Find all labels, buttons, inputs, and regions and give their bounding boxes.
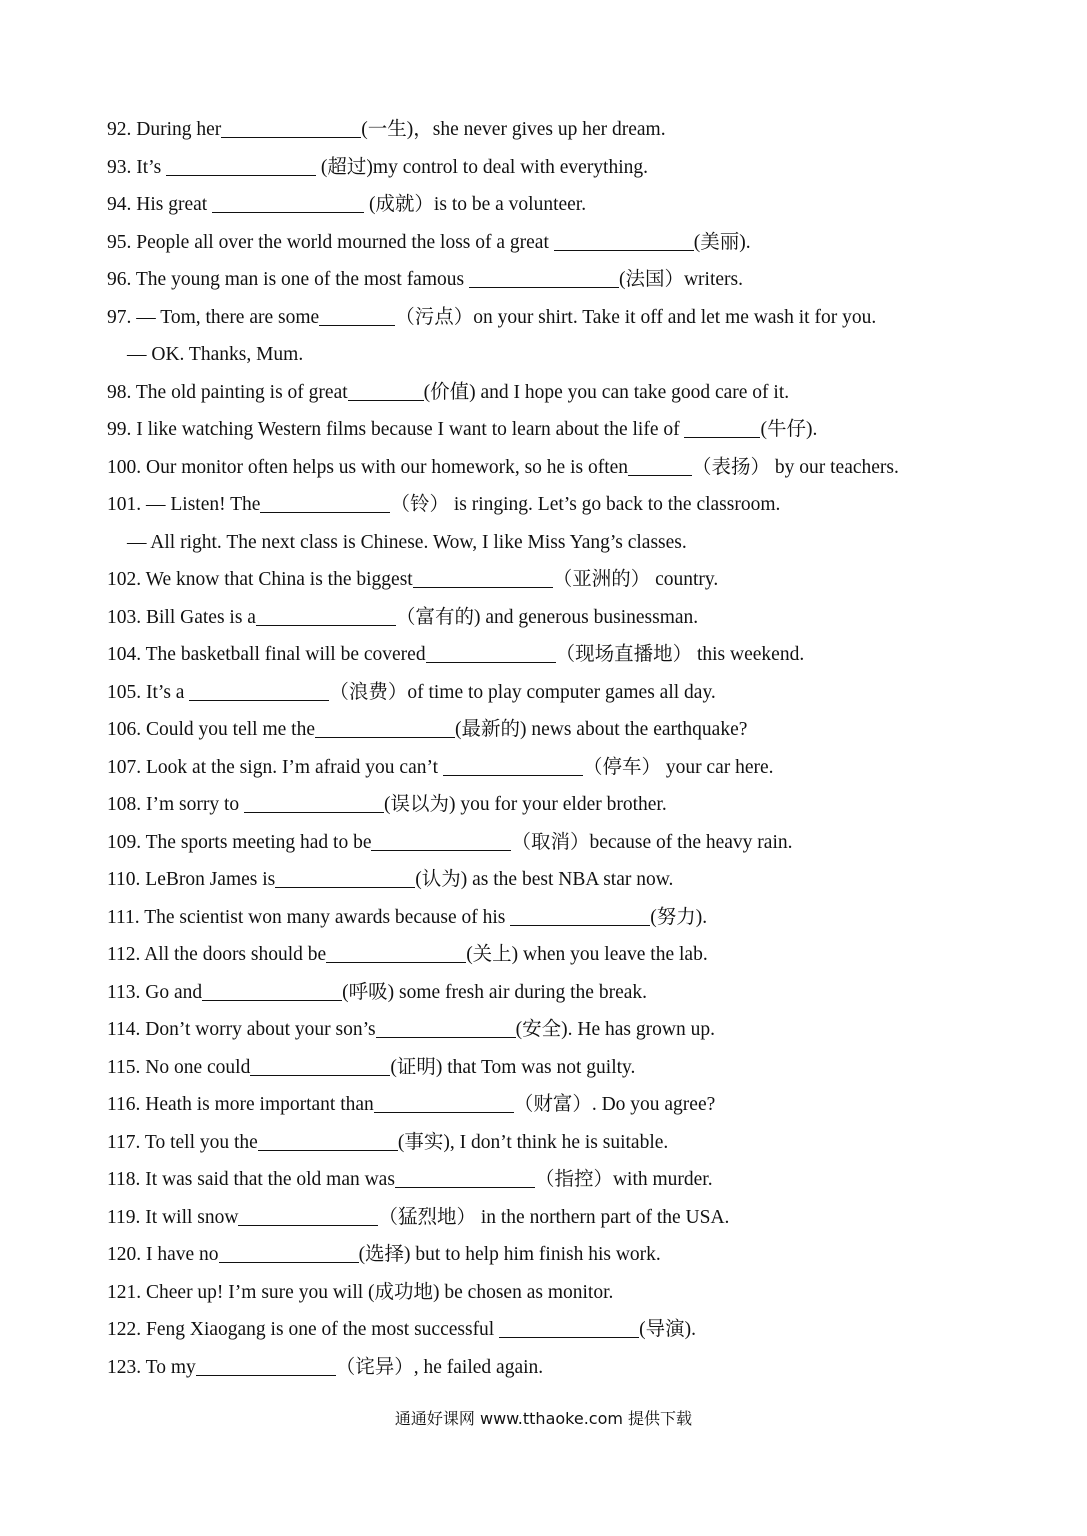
- question-text: 101. — Listen! The: [107, 494, 261, 515]
- answer-blank[interactable]: [374, 1092, 514, 1113]
- question-text: （铃） is ringing. Let’s go back to the classroom.: [390, 494, 781, 515]
- question-text: (努力).: [650, 906, 708, 928]
- question-text: (价值) and I hope you can take good care of it.: [423, 381, 790, 403]
- question-text: 99. I like watching Western films because I want to learn about the life of: [107, 419, 685, 440]
- question-text: (成就）is to be a volunteer.: [364, 194, 587, 215]
- question-text: 111. The scientist won many awards because of his: [107, 906, 511, 928]
- question-line: [107, 749, 1047, 787]
- answer-blank[interactable]: [189, 680, 329, 701]
- question-line: [107, 411, 1047, 449]
- question-text: （表扬） by our teachers.: [692, 456, 899, 478]
- question-text: 116. Heath is more important than: [107, 1094, 374, 1115]
- question-text: (呼吸) some fresh air during the break.: [342, 981, 647, 1003]
- question-text: 122. Feng Xiaogang is one of the most successful: [107, 1319, 500, 1340]
- question-text: (事实), I don’t think he is suitable.: [397, 1131, 669, 1153]
- answer-blank[interactable]: [510, 905, 650, 926]
- question-text: (美丽).: [693, 231, 751, 253]
- question-line: [107, 1274, 1047, 1312]
- answer-blank[interactable]: [684, 417, 760, 438]
- question-line: [107, 1349, 1047, 1387]
- question-text: (导演).: [639, 1319, 696, 1340]
- question-text: 118. It was said that the old man was: [107, 1169, 395, 1190]
- question-line: [107, 561, 1047, 599]
- answer-blank[interactable]: [628, 455, 692, 476]
- question-line: [107, 1011, 1047, 1049]
- answer-blank[interactable]: [371, 830, 511, 851]
- question-text: （指控）with murder.: [534, 1169, 713, 1190]
- question-text: 103. Bill Gates is a: [107, 606, 256, 628]
- question-text: 98. The old painting is of great: [107, 381, 348, 403]
- question-line: [107, 824, 1047, 862]
- question-text: (选择) but to help him finish his work.: [358, 1244, 661, 1265]
- question-text: （现场直播地） this weekend.: [555, 644, 805, 665]
- question-text: 112. All the doors should be: [107, 944, 327, 965]
- question-text: — All right. The next class is Chinese. Wow, I like Miss Yang’s classes.: [127, 531, 687, 553]
- question-text: 96. The young man is one of the most famous: [107, 269, 469, 290]
- question-line: [107, 449, 1047, 487]
- question-text: 100. Our monitor often helps us with our homework, so he is often: [107, 456, 629, 478]
- question-text: 102. We know that China is the biggest: [107, 569, 413, 590]
- question-text: — OK. Thanks, Mum.: [127, 344, 304, 365]
- question-text: （猛烈地） in the northern part of the USA.: [378, 1206, 730, 1228]
- question-text: （污点）on your shirt. Take it off and let me wash it for you.: [395, 306, 877, 328]
- question-text: 121. Cheer up! I’m sure you will (成功地) be chosen as monitor.: [107, 1281, 614, 1303]
- question-text: 113. Go and: [107, 981, 203, 1003]
- question-text: (安全). He has grown up.: [515, 1019, 715, 1040]
- question-text: 114. Don’t worry about your son’s: [107, 1019, 376, 1040]
- answer-blank[interactable]: [469, 267, 619, 288]
- question-line: [107, 1161, 1047, 1199]
- question-line: [107, 336, 1047, 374]
- question-text: 123. To my: [107, 1356, 196, 1378]
- question-line: [107, 1199, 1047, 1237]
- question-text: （浪费）of time to play computer games all day.: [329, 681, 716, 703]
- question-line: [107, 674, 1047, 712]
- question-line: [107, 224, 1047, 262]
- answer-blank[interactable]: [426, 642, 556, 663]
- answer-blank[interactable]: [219, 1242, 359, 1263]
- question-line: [107, 486, 1047, 524]
- answer-blank[interactable]: [260, 492, 390, 513]
- question-line: [107, 936, 1047, 974]
- answer-blank[interactable]: [250, 1055, 390, 1076]
- question-line: [107, 1311, 1047, 1349]
- answer-blank[interactable]: [256, 605, 396, 626]
- answer-blank[interactable]: [238, 1205, 378, 1226]
- question-text: （亚洲的） country.: [552, 569, 719, 590]
- answer-blank[interactable]: [315, 717, 455, 738]
- question-text: 92. During her: [107, 119, 222, 140]
- answer-blank[interactable]: [166, 155, 316, 176]
- question-text: 107. Look at the sign. I’m afraid you can’t: [107, 756, 443, 778]
- question-text: (法国）writers.: [618, 269, 743, 290]
- question-line: [107, 261, 1047, 299]
- answer-blank[interactable]: [499, 1317, 639, 1338]
- question-text: 120. I have no: [107, 1244, 219, 1265]
- question-text: 110. LeBron James is: [107, 869, 276, 890]
- question-text: (关上) when you leave the lab.: [466, 944, 708, 965]
- question-line: [107, 899, 1047, 937]
- answer-blank[interactable]: [221, 117, 361, 138]
- answer-blank[interactable]: [212, 192, 364, 213]
- answer-blank[interactable]: [395, 1167, 535, 1188]
- question-text: 97. — Tom, there are some: [107, 306, 320, 328]
- question-list: [107, 111, 1047, 1386]
- question-line: [107, 599, 1047, 637]
- question-text: （取消）because of the heavy rain.: [511, 831, 793, 853]
- question-text: (认为) as the best NBA star now.: [415, 869, 674, 890]
- question-line: [107, 374, 1047, 412]
- question-text: （富有的) and generous businessman.: [395, 606, 699, 628]
- question-line: [107, 1049, 1047, 1087]
- answer-blank[interactable]: [326, 942, 466, 963]
- question-text: 115. No one could: [107, 1056, 251, 1078]
- question-text: （财富）. Do you agree?: [513, 1094, 716, 1115]
- answer-blank[interactable]: [275, 867, 415, 888]
- answer-blank[interactable]: [319, 305, 395, 326]
- question-line: [107, 1236, 1047, 1274]
- question-text: （诧异）, he failed again.: [335, 1356, 544, 1378]
- answer-blank[interactable]: [443, 755, 583, 776]
- question-text: 119. It will snow: [107, 1206, 239, 1228]
- question-line: [107, 111, 1047, 149]
- answer-blank[interactable]: [244, 792, 384, 813]
- question-line: [107, 524, 1047, 562]
- question-text: (牛仔).: [760, 419, 818, 440]
- question-line: [107, 149, 1047, 187]
- question-text: 109. The sports meeting had to be: [107, 831, 372, 853]
- question-text: (最新的) news about the earthquake?: [454, 719, 748, 740]
- question-line: [107, 711, 1047, 749]
- answer-blank[interactable]: [258, 1130, 398, 1151]
- question-line: [107, 974, 1047, 1012]
- question-text: 117. To tell you the: [107, 1131, 258, 1153]
- answer-blank[interactable]: [196, 1355, 336, 1376]
- question-text: (误以为) you for your elder brother.: [384, 794, 667, 815]
- footer-credit: 通通好课网 www.tthaoke.com 提供下载: [394, 1409, 693, 1428]
- answer-blank[interactable]: [202, 980, 342, 1001]
- question-text: (证明) that Tom was not guilty.: [390, 1056, 636, 1078]
- question-line: [107, 299, 1047, 337]
- question-text: (一生)，she never gives up her dream.: [361, 119, 666, 140]
- question-line: [107, 1086, 1047, 1124]
- question-text: 94. His great: [107, 194, 213, 215]
- question-line: [107, 1124, 1047, 1162]
- question-line: [107, 636, 1047, 674]
- question-text: 104. The basketball final will be covered: [107, 644, 426, 665]
- answer-blank[interactable]: [413, 567, 553, 588]
- question-text: 93. It’s: [107, 156, 167, 178]
- question-text: 106. Could you tell me the: [107, 719, 315, 740]
- question-text: （停车） your car here.: [582, 756, 774, 778]
- question-text: (超过)my control to deal with everything.: [316, 156, 649, 178]
- question-line: [107, 786, 1047, 824]
- answer-blank[interactable]: [348, 380, 424, 401]
- question-line: [107, 861, 1047, 899]
- question-text: 105. It’s a: [107, 681, 190, 703]
- answer-blank[interactable]: [376, 1017, 516, 1038]
- question-text: 95. People all over the world mourned the loss of a great: [107, 231, 554, 253]
- question-text: 108. I’m sorry to: [107, 794, 245, 815]
- question-line: [107, 186, 1047, 224]
- answer-blank[interactable]: [554, 230, 694, 251]
